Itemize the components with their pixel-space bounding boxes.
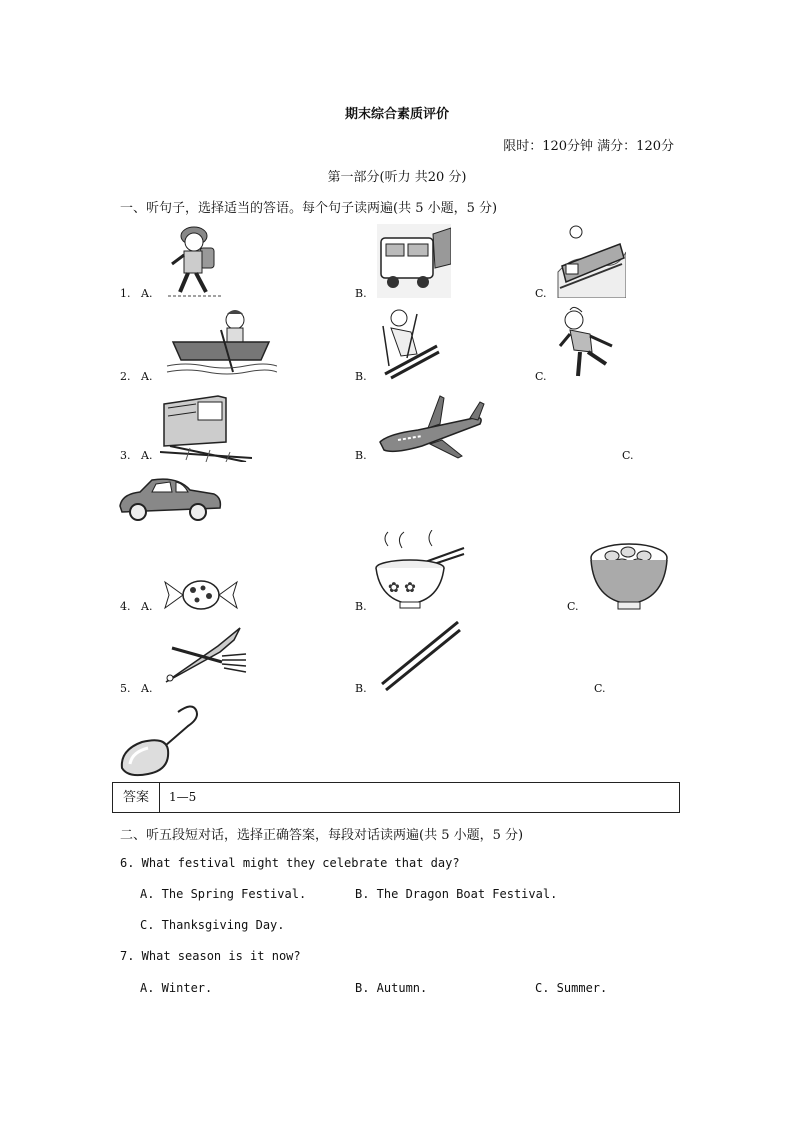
- q4-option-a: A.: [141, 600, 153, 613]
- bus-picture: [377, 224, 451, 298]
- q5-option-c: C.: [594, 682, 606, 695]
- boy-hiking-picture: [164, 222, 226, 300]
- q7-option-c: C. Summer.: [535, 981, 608, 995]
- svg-text:✿ ✿: ✿ ✿: [388, 580, 416, 596]
- dumplings-bowl-picture: [588, 538, 670, 612]
- q1-option-a: A.: [141, 287, 153, 300]
- car-picture: [118, 476, 222, 524]
- skier-picture: [377, 306, 441, 380]
- q6-option-a: A. The Spring Festival.: [140, 887, 307, 901]
- answer-box: [112, 782, 680, 813]
- boy-rowing-boat-picture: [165, 306, 277, 378]
- q3-option-c: C.: [622, 449, 634, 462]
- runner-picture: [556, 306, 618, 382]
- q2-number: 2.: [120, 370, 131, 383]
- q7-text: 7. What season is it now?: [120, 949, 301, 963]
- q5-option-b: B.: [355, 682, 367, 695]
- q6-option-b: B. The Dragon Boat Festival.: [355, 887, 558, 901]
- section1-heading: 一、听句子，选择适当的答语。每个句子读两遍(共 5 小题，5 分): [120, 201, 498, 216]
- airplane-picture: [378, 394, 486, 460]
- part-heading: 第一部分(听力 共20 分): [327, 170, 467, 185]
- answer-label: 答案: [113, 783, 160, 812]
- q2-option-b: B.: [355, 370, 367, 383]
- q7-option-b: B. Autumn.: [355, 981, 428, 995]
- train-in-mountains-picture: [556, 222, 626, 298]
- knife-and-fork-picture: [162, 626, 250, 686]
- q3-option-b: B.: [355, 449, 367, 462]
- noodles-bowl-picture: [374, 530, 466, 612]
- q6-option-c: C. Thanksgiving Day.: [140, 918, 285, 932]
- subway-train-picture: [160, 394, 252, 462]
- section2-heading: 二、听五段短对话，选择正确答案，每段对话读两遍(共 5 小题，5 分): [120, 828, 524, 843]
- candy-picture: [163, 578, 239, 612]
- q1-option-c: C.: [535, 287, 547, 300]
- q5-option-a: A.: [141, 682, 153, 695]
- q2-option-c: C.: [535, 370, 547, 383]
- page-title: 期末综合素质评价: [344, 107, 449, 122]
- time-score-limits: 限时：120分钟 满分：120分: [503, 139, 674, 154]
- q5-number: 5.: [120, 682, 131, 695]
- q7-option-a: A. Winter.: [140, 981, 213, 995]
- q2-option-a: A.: [141, 370, 153, 383]
- q6-text: 6. What festival might they celebrate that day?: [120, 856, 460, 870]
- q3-number: 3.: [120, 449, 131, 462]
- answer-range[interactable]: 1—5: [169, 790, 197, 804]
- q4-option-b: B.: [355, 600, 367, 613]
- q1-number: 1.: [120, 287, 131, 300]
- q3-option-a: A.: [141, 449, 153, 462]
- q4-number: 4.: [120, 600, 131, 613]
- q4-option-c: C.: [567, 600, 579, 613]
- q1-option-b: B.: [355, 287, 367, 300]
- spoon-picture: [118, 704, 200, 778]
- chopsticks-picture: [380, 620, 462, 692]
